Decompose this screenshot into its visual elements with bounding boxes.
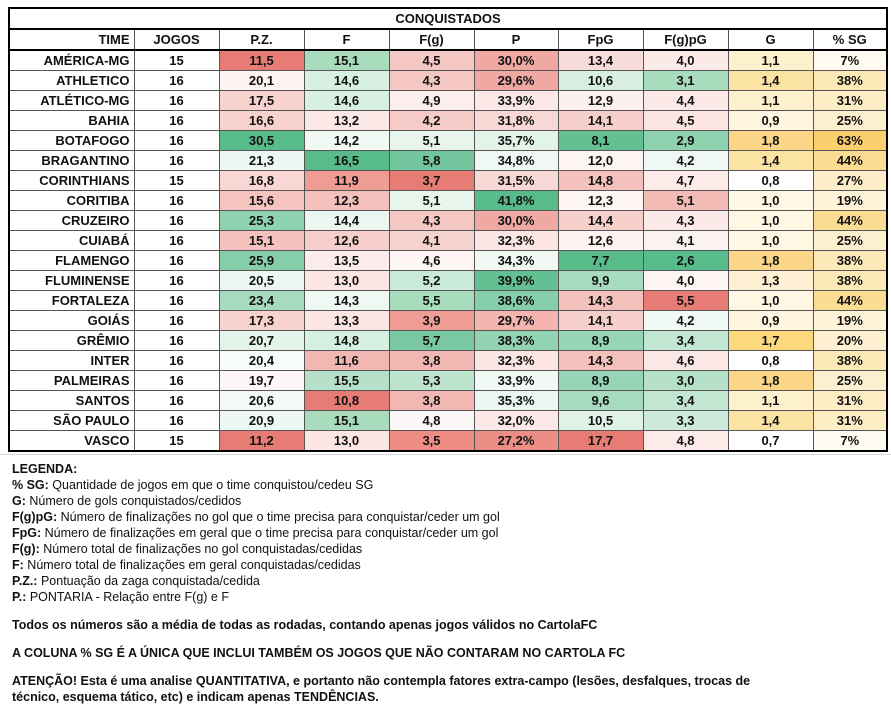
value-cell: 63% (813, 131, 887, 151)
value-cell: 1,0 (728, 191, 813, 211)
team-name-cell: CORITIBA (9, 191, 134, 211)
value-cell: 15,6 (219, 191, 304, 211)
value-cell: 1,4 (728, 151, 813, 171)
legend-item (12, 573, 882, 589)
table-row (9, 351, 887, 371)
value-cell: 19,7 (219, 371, 304, 391)
value-cell: 4,2 (389, 111, 474, 131)
value-cell: 3,4 (643, 331, 728, 351)
value-cell: 14,1 (558, 311, 643, 331)
legend-title: LEGENDA: (12, 462, 78, 476)
team-name-cell: FLAMENGO (9, 251, 134, 271)
value-cell: 14,8 (558, 171, 643, 191)
legend-key: F(g): (12, 542, 40, 556)
value-cell: 14,6 (304, 71, 389, 91)
spreadsheet (8, 7, 886, 452)
value-cell: 9,6 (558, 391, 643, 411)
value-cell: 27,2% (474, 431, 558, 452)
value-cell: 16,6 (219, 111, 304, 131)
legend-description: Número de finalizações no gol que o time precisa para conquistar/ceder um gol (57, 510, 500, 524)
value-cell: 1,8 (728, 251, 813, 271)
value-cell: 35,3% (474, 391, 558, 411)
value-cell: 34,8% (474, 151, 558, 171)
value-cell: 3,8 (389, 351, 474, 371)
value-cell: 10,8 (304, 391, 389, 411)
value-cell: 3,9 (389, 311, 474, 331)
value-cell: 1,1 (728, 91, 813, 111)
table-row (9, 91, 887, 111)
value-cell: 16 (134, 151, 219, 171)
value-cell: 16 (134, 271, 219, 291)
value-cell: 14,3 (558, 351, 643, 371)
value-cell: 44% (813, 151, 887, 171)
value-cell: 20,7 (219, 331, 304, 351)
value-cell: 13,0 (304, 431, 389, 452)
value-cell: 31,8% (474, 111, 558, 131)
value-cell: 38% (813, 251, 887, 271)
stats-table (8, 7, 888, 452)
value-cell: 34,3% (474, 251, 558, 271)
legend-key: FpG: (12, 526, 42, 540)
value-cell: 11,2 (219, 431, 304, 452)
table-row (9, 291, 887, 311)
column-header: P.Z. (219, 29, 304, 50)
value-cell: 14,3 (304, 291, 389, 311)
value-cell: 1,4 (728, 71, 813, 91)
value-cell: 9,9 (558, 271, 643, 291)
value-cell: 13,0 (304, 271, 389, 291)
value-cell: 13,3 (304, 311, 389, 331)
value-cell: 0,7 (728, 431, 813, 452)
team-name-cell: FLUMINENSE (9, 271, 134, 291)
value-cell: 14,8 (304, 331, 389, 351)
value-cell: 20,5 (219, 271, 304, 291)
value-cell: 30,0% (474, 50, 558, 71)
table-row (9, 251, 887, 271)
value-cell: 25% (813, 371, 887, 391)
value-cell: 17,7 (558, 431, 643, 452)
table-row (9, 231, 887, 251)
value-cell: 1,0 (728, 231, 813, 251)
value-cell: 4,8 (643, 431, 728, 452)
value-cell: 12,9 (558, 91, 643, 111)
team-name-cell: PALMEIRAS (9, 371, 134, 391)
value-cell: 7,7 (558, 251, 643, 271)
legend-key: G: (12, 494, 26, 508)
value-cell: 1,8 (728, 371, 813, 391)
value-cell: 1,4 (728, 411, 813, 431)
value-cell: 7% (813, 50, 887, 71)
legend-description: Quantidade de jogos em que o time conquistou/cedeu SG (48, 478, 374, 492)
value-cell: 4,7 (643, 171, 728, 191)
value-cell: 1,1 (728, 50, 813, 71)
value-cell: 14,3 (558, 291, 643, 311)
value-cell: 5,1 (389, 131, 474, 151)
value-cell: 11,6 (304, 351, 389, 371)
value-cell: 15,5 (304, 371, 389, 391)
note-warning-line2: técnico, esquema tático, etc) e indicam apenas TENDÊNCIAS. (12, 690, 379, 704)
value-cell: 17,3 (219, 311, 304, 331)
value-cell: 25,9 (219, 251, 304, 271)
value-cell: 16 (134, 351, 219, 371)
note-warning-line1: ATENÇÃO! Esta é uma analise QUANTITATIVA, e portanto não contempla fatores extra-campo (lesões, desfalques, trocas de (12, 674, 751, 688)
team-name-cell: ATHLETICO (9, 71, 134, 91)
table-row (9, 311, 887, 331)
value-cell: 3,3 (643, 411, 728, 431)
value-cell: 4,6 (389, 251, 474, 271)
value-cell: 1,1 (728, 391, 813, 411)
value-cell: 16 (134, 311, 219, 331)
value-cell: 15 (134, 50, 219, 71)
value-cell: 12,6 (558, 231, 643, 251)
value-cell: 16 (134, 411, 219, 431)
column-header: F (304, 29, 389, 50)
value-cell: 16,5 (304, 151, 389, 171)
value-cell: 16 (134, 251, 219, 271)
table-row (9, 411, 887, 431)
value-cell: 11,9 (304, 171, 389, 191)
value-cell: 4,3 (643, 211, 728, 231)
team-name-cell: CUIABÁ (9, 231, 134, 251)
value-cell: 8,9 (558, 331, 643, 351)
table-row (9, 371, 887, 391)
value-cell: 16 (134, 131, 219, 151)
value-cell: 1,0 (728, 291, 813, 311)
value-cell: 4,3 (389, 211, 474, 231)
value-cell: 5,2 (389, 271, 474, 291)
legend (12, 461, 882, 705)
legend-key: P.: (12, 590, 27, 604)
value-cell: 25,3 (219, 211, 304, 231)
value-cell: 7% (813, 431, 887, 452)
note-average: Todos os números são a média de todas as rodadas, contando apenas jogos válidos no CartolaFC (12, 618, 598, 632)
value-cell: 27% (813, 171, 887, 191)
table-title: CONQUISTADOS (9, 8, 887, 29)
value-cell: 20,6 (219, 391, 304, 411)
value-cell: 20,1 (219, 71, 304, 91)
value-cell: 16 (134, 111, 219, 131)
value-cell: 14,2 (304, 131, 389, 151)
team-name-cell: BRAGANTINO (9, 151, 134, 171)
value-cell: 1,8 (728, 131, 813, 151)
team-name-cell: BOTAFOGO (9, 131, 134, 151)
legend-item (12, 557, 882, 573)
value-cell: 14,6 (304, 91, 389, 111)
value-cell: 1,7 (728, 331, 813, 351)
team-name-cell: SANTOS (9, 391, 134, 411)
value-cell: 12,3 (558, 191, 643, 211)
divider (0, 454, 891, 455)
value-cell: 32,3% (474, 351, 558, 371)
value-cell: 0,9 (728, 311, 813, 331)
value-cell: 20,4 (219, 351, 304, 371)
value-cell: 15 (134, 431, 219, 452)
column-header: JOGOS (134, 29, 219, 50)
value-cell: 38,3% (474, 331, 558, 351)
value-cell: 1,0 (728, 211, 813, 231)
value-cell: 33,9% (474, 371, 558, 391)
table-row (9, 171, 887, 191)
value-cell: 5,3 (389, 371, 474, 391)
legend-item (12, 477, 882, 493)
value-cell: 15,1 (219, 231, 304, 251)
table-row (9, 50, 887, 71)
value-cell: 31% (813, 91, 887, 111)
team-name-cell: CORINTHIANS (9, 171, 134, 191)
value-cell: 38% (813, 71, 887, 91)
team-name-cell: BAHIA (9, 111, 134, 131)
column-header: G (728, 29, 813, 50)
value-cell: 38% (813, 351, 887, 371)
value-cell: 16,8 (219, 171, 304, 191)
value-cell: 32,3% (474, 231, 558, 251)
value-cell: 32,0% (474, 411, 558, 431)
value-cell: 13,5 (304, 251, 389, 271)
team-name-cell: ATLÉTICO-MG (9, 91, 134, 111)
value-cell: 16 (134, 231, 219, 251)
column-header: F(g)pG (643, 29, 728, 50)
column-header: % SG (813, 29, 887, 50)
value-cell: 25% (813, 111, 887, 131)
value-cell: 44% (813, 291, 887, 311)
value-cell: 21,3 (219, 151, 304, 171)
legend-description: Número de finalizações em geral que o time precisa para conquistar/ceder um gol (41, 526, 499, 540)
table-row (9, 431, 887, 452)
team-name-cell: AMÉRICA-MG (9, 50, 134, 71)
column-header: F(g) (389, 29, 474, 50)
value-cell: 4,0 (643, 271, 728, 291)
note-sg-column: A COLUNA % SG É A ÚNICA QUE INCLUI TAMBÉM OS JOGOS QUE NÃO CONTARAM NO CARTOLA FC (12, 646, 626, 660)
value-cell: 31,5% (474, 171, 558, 191)
legend-description: Número total de finalizações no gol conquistadas/cedidas (39, 542, 363, 556)
value-cell: 4,1 (389, 231, 474, 251)
value-cell: 16 (134, 291, 219, 311)
value-cell: 41,8% (474, 191, 558, 211)
table-row (9, 211, 887, 231)
table-row (9, 151, 887, 171)
value-cell: 12,3 (304, 191, 389, 211)
value-cell: 4,2 (643, 151, 728, 171)
value-cell: 38,6% (474, 291, 558, 311)
table-row (9, 131, 887, 151)
value-cell: 5,5 (643, 291, 728, 311)
value-cell: 29,7% (474, 311, 558, 331)
value-cell: 2,6 (643, 251, 728, 271)
value-cell: 15 (134, 171, 219, 191)
value-cell: 4,6 (643, 351, 728, 371)
value-cell: 3,7 (389, 171, 474, 191)
value-cell: 15,1 (304, 411, 389, 431)
team-name-cell: SÃO PAULO (9, 411, 134, 431)
table-row (9, 391, 887, 411)
value-cell: 13,2 (304, 111, 389, 131)
value-cell: 5,1 (643, 191, 728, 211)
value-cell: 30,0% (474, 211, 558, 231)
value-cell: 31% (813, 391, 887, 411)
value-cell: 3,8 (389, 391, 474, 411)
table-row (9, 271, 887, 291)
value-cell: 15,1 (304, 50, 389, 71)
value-cell: 3,0 (643, 371, 728, 391)
value-cell: 35,7% (474, 131, 558, 151)
value-cell: 38% (813, 271, 887, 291)
legend-item (12, 509, 882, 525)
table-row (9, 331, 887, 351)
value-cell: 16 (134, 71, 219, 91)
value-cell: 4,0 (643, 50, 728, 71)
value-cell: 5,7 (389, 331, 474, 351)
value-cell: 16 (134, 391, 219, 411)
column-header: FpG (558, 29, 643, 50)
legend-item (12, 541, 882, 557)
value-cell: 16 (134, 371, 219, 391)
value-cell: 12,0 (558, 151, 643, 171)
value-cell: 4,4 (643, 91, 728, 111)
table-row (9, 71, 887, 91)
value-cell: 3,4 (643, 391, 728, 411)
value-cell: 4,9 (389, 91, 474, 111)
value-cell: 4,1 (643, 231, 728, 251)
value-cell: 0,8 (728, 171, 813, 191)
value-cell: 0,9 (728, 111, 813, 131)
value-cell: 4,2 (643, 311, 728, 331)
value-cell: 19% (813, 311, 887, 331)
value-cell: 8,1 (558, 131, 643, 151)
value-cell: 16 (134, 211, 219, 231)
table-row (9, 111, 887, 131)
legend-description: PONTARIA - Relação entre F(g) e F (26, 590, 229, 604)
legend-key: % SG: (12, 478, 49, 492)
value-cell: 5,5 (389, 291, 474, 311)
value-cell: 20,9 (219, 411, 304, 431)
value-cell: 4,3 (389, 71, 474, 91)
value-cell: 16 (134, 331, 219, 351)
value-cell: 39,9% (474, 271, 558, 291)
legend-item (12, 589, 882, 605)
value-cell: 16 (134, 191, 219, 211)
legend-item (12, 493, 882, 509)
team-name-cell: CRUZEIRO (9, 211, 134, 231)
value-cell: 13,4 (558, 50, 643, 71)
value-cell: 2,9 (643, 131, 728, 151)
team-name-cell: FORTALEZA (9, 291, 134, 311)
value-cell: 4,5 (643, 111, 728, 131)
legend-key: F: (12, 558, 24, 572)
value-cell: 33,9% (474, 91, 558, 111)
value-cell: 31% (813, 411, 887, 431)
value-cell: 44% (813, 211, 887, 231)
team-name-cell: GRÊMIO (9, 331, 134, 351)
team-name-cell: INTER (9, 351, 134, 371)
value-cell: 3,5 (389, 431, 474, 452)
value-cell: 29,6% (474, 71, 558, 91)
value-cell: 4,5 (389, 50, 474, 71)
value-cell: 4,8 (389, 411, 474, 431)
value-cell: 1,3 (728, 271, 813, 291)
value-cell: 14,1 (558, 111, 643, 131)
value-cell: 14,4 (558, 211, 643, 231)
value-cell: 11,5 (219, 50, 304, 71)
value-cell: 0,8 (728, 351, 813, 371)
header-row (9, 29, 887, 50)
value-cell: 14,4 (304, 211, 389, 231)
legend-description: Pontuação da zaga conquistada/cedida (37, 574, 260, 588)
legend-key: P.Z.: (12, 574, 38, 588)
value-cell: 3,1 (643, 71, 728, 91)
value-cell: 10,5 (558, 411, 643, 431)
value-cell: 20% (813, 331, 887, 351)
column-header: TIME (9, 29, 134, 50)
column-header: P (474, 29, 558, 50)
value-cell: 19% (813, 191, 887, 211)
value-cell: 30,5 (219, 131, 304, 151)
value-cell: 5,8 (389, 151, 474, 171)
legend-item (12, 525, 882, 541)
value-cell: 25% (813, 231, 887, 251)
value-cell: 16 (134, 91, 219, 111)
legend-description: Número total de finalizações em geral conquistadas/cedidas (23, 558, 361, 572)
value-cell: 17,5 (219, 91, 304, 111)
value-cell: 8,9 (558, 371, 643, 391)
table-row (9, 191, 887, 211)
team-name-cell: GOIÁS (9, 311, 134, 331)
team-name-cell: VASCO (9, 431, 134, 452)
value-cell: 23,4 (219, 291, 304, 311)
legend-key: F(g)pG: (12, 510, 58, 524)
legend-description: Número de gols conquistados/cedidos (25, 494, 242, 508)
value-cell: 10,6 (558, 71, 643, 91)
legend-items (12, 477, 882, 605)
value-cell: 12,6 (304, 231, 389, 251)
value-cell: 5,1 (389, 191, 474, 211)
